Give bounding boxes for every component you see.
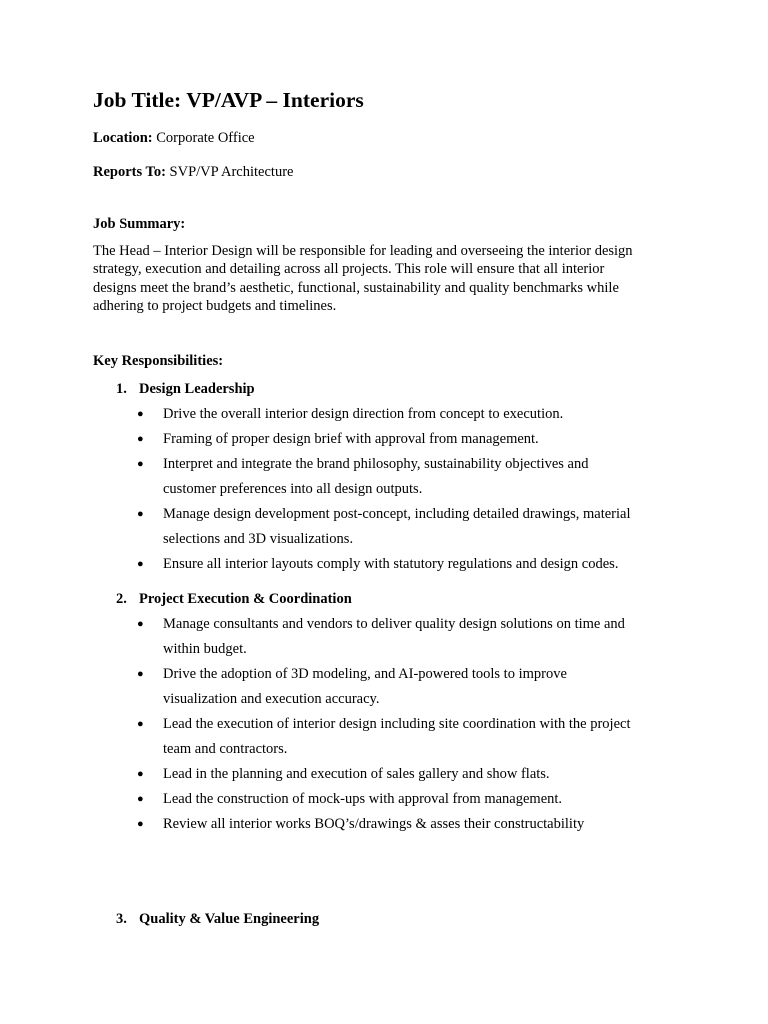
bullet-icon: ● — [137, 793, 144, 805]
list-item — [137, 502, 697, 552]
bullet-icon: ● — [137, 408, 144, 420]
list-item-text: customer preferences into all design outputs. — [163, 481, 423, 497]
list-item-text: Interpret and integrate the brand philosophy, sustainability objectives and — [163, 456, 589, 472]
group-title: Quality & Value Engineering — [139, 911, 320, 927]
list-item-text: Manage design development post-concept, including detailed drawings, material — [163, 506, 631, 522]
bullet-icon: ● — [137, 668, 144, 680]
location-label: Location: — [93, 130, 153, 146]
summary-line: strategy, execution and detailing across all projects. This role will ensure that all interior — [93, 261, 605, 278]
summary-line: The Head – Interior Design will be responsible for leading and overseeing the interior design — [93, 243, 633, 259]
group-title: Project Execution & Coordination — [139, 591, 352, 607]
key-responsibilities-heading: Key Responsibilities: — [93, 353, 224, 369]
list-item-text: Lead the construction of mock-ups with approval from management. — [163, 791, 563, 807]
list-item-text: Ensure all interior layouts comply with statutory regulations and design codes. — [163, 556, 619, 572]
design-leadership-list — [137, 402, 697, 577]
list-item — [137, 402, 697, 427]
list-item — [137, 552, 697, 577]
group-number: 3. — [116, 911, 127, 927]
bullet-icon: ● — [137, 818, 144, 830]
list-item-text: Lead the execution of interior design including site coordination with the project — [163, 716, 631, 732]
list-item — [137, 762, 697, 787]
group-project-execution-heading — [116, 590, 352, 608]
reports-to-value: SVP/VP Architecture — [169, 164, 294, 180]
group-design-leadership-heading — [116, 380, 255, 398]
group-title: Design Leadership — [139, 381, 255, 397]
project-execution-list — [137, 612, 697, 837]
list-item — [137, 812, 697, 837]
bullet-icon: ● — [137, 718, 144, 730]
bullet-icon: ● — [137, 508, 144, 520]
list-item-text: Framing of proper design brief with approval from management. — [163, 431, 539, 447]
list-item-text: Lead in the planning and execution of sales gallery and show flats. — [163, 766, 550, 782]
job-summary-heading: Job Summary: — [93, 216, 186, 232]
location-value: Corporate Office — [156, 130, 255, 146]
list-item-text: Drive the overall interior design direction from concept to execution. — [163, 406, 564, 422]
bullet-icon: ● — [137, 433, 144, 445]
bullet-icon: ● — [137, 618, 144, 630]
location-line — [93, 129, 255, 147]
job-title: Job Title: VP/AVP – Interiors — [93, 88, 364, 112]
list-item-text: Manage consultants and vendors to deliver quality design solutions on time and — [163, 616, 625, 632]
reports-to-line — [93, 163, 293, 181]
list-item-text: Review all interior works BOQ’s/drawings & asses their constructability — [163, 816, 585, 832]
list-item-text: selections and 3D visualizations. — [163, 531, 354, 547]
list-item-text: team and contractors. — [163, 741, 288, 757]
list-item — [137, 787, 697, 812]
group-quality-value-engineering-heading — [116, 910, 319, 928]
list-item — [137, 712, 697, 762]
bullet-icon: ● — [137, 458, 144, 470]
list-item-text: Drive the adoption of 3D modeling, and AI-powered tools to improve — [163, 666, 567, 682]
list-item-text: visualization and execution accuracy. — [163, 691, 380, 707]
reports-to-label: Reports To: — [93, 164, 166, 180]
list-item — [137, 427, 697, 452]
list-item-text: within budget. — [163, 641, 247, 657]
list-item — [137, 612, 697, 662]
bullet-icon: ● — [137, 768, 144, 780]
summary-line: designs meet the brand’s aesthetic, functional, sustainability and quality benchmarks while — [93, 279, 619, 296]
bullet-icon: ● — [137, 558, 144, 570]
list-item — [137, 452, 697, 502]
job-summary-text — [93, 242, 683, 315]
group-number: 1. — [116, 381, 127, 397]
list-item — [137, 662, 697, 712]
group-number: 2. — [116, 591, 127, 607]
summary-line: adhering to project budgets and timelines. — [93, 297, 337, 314]
